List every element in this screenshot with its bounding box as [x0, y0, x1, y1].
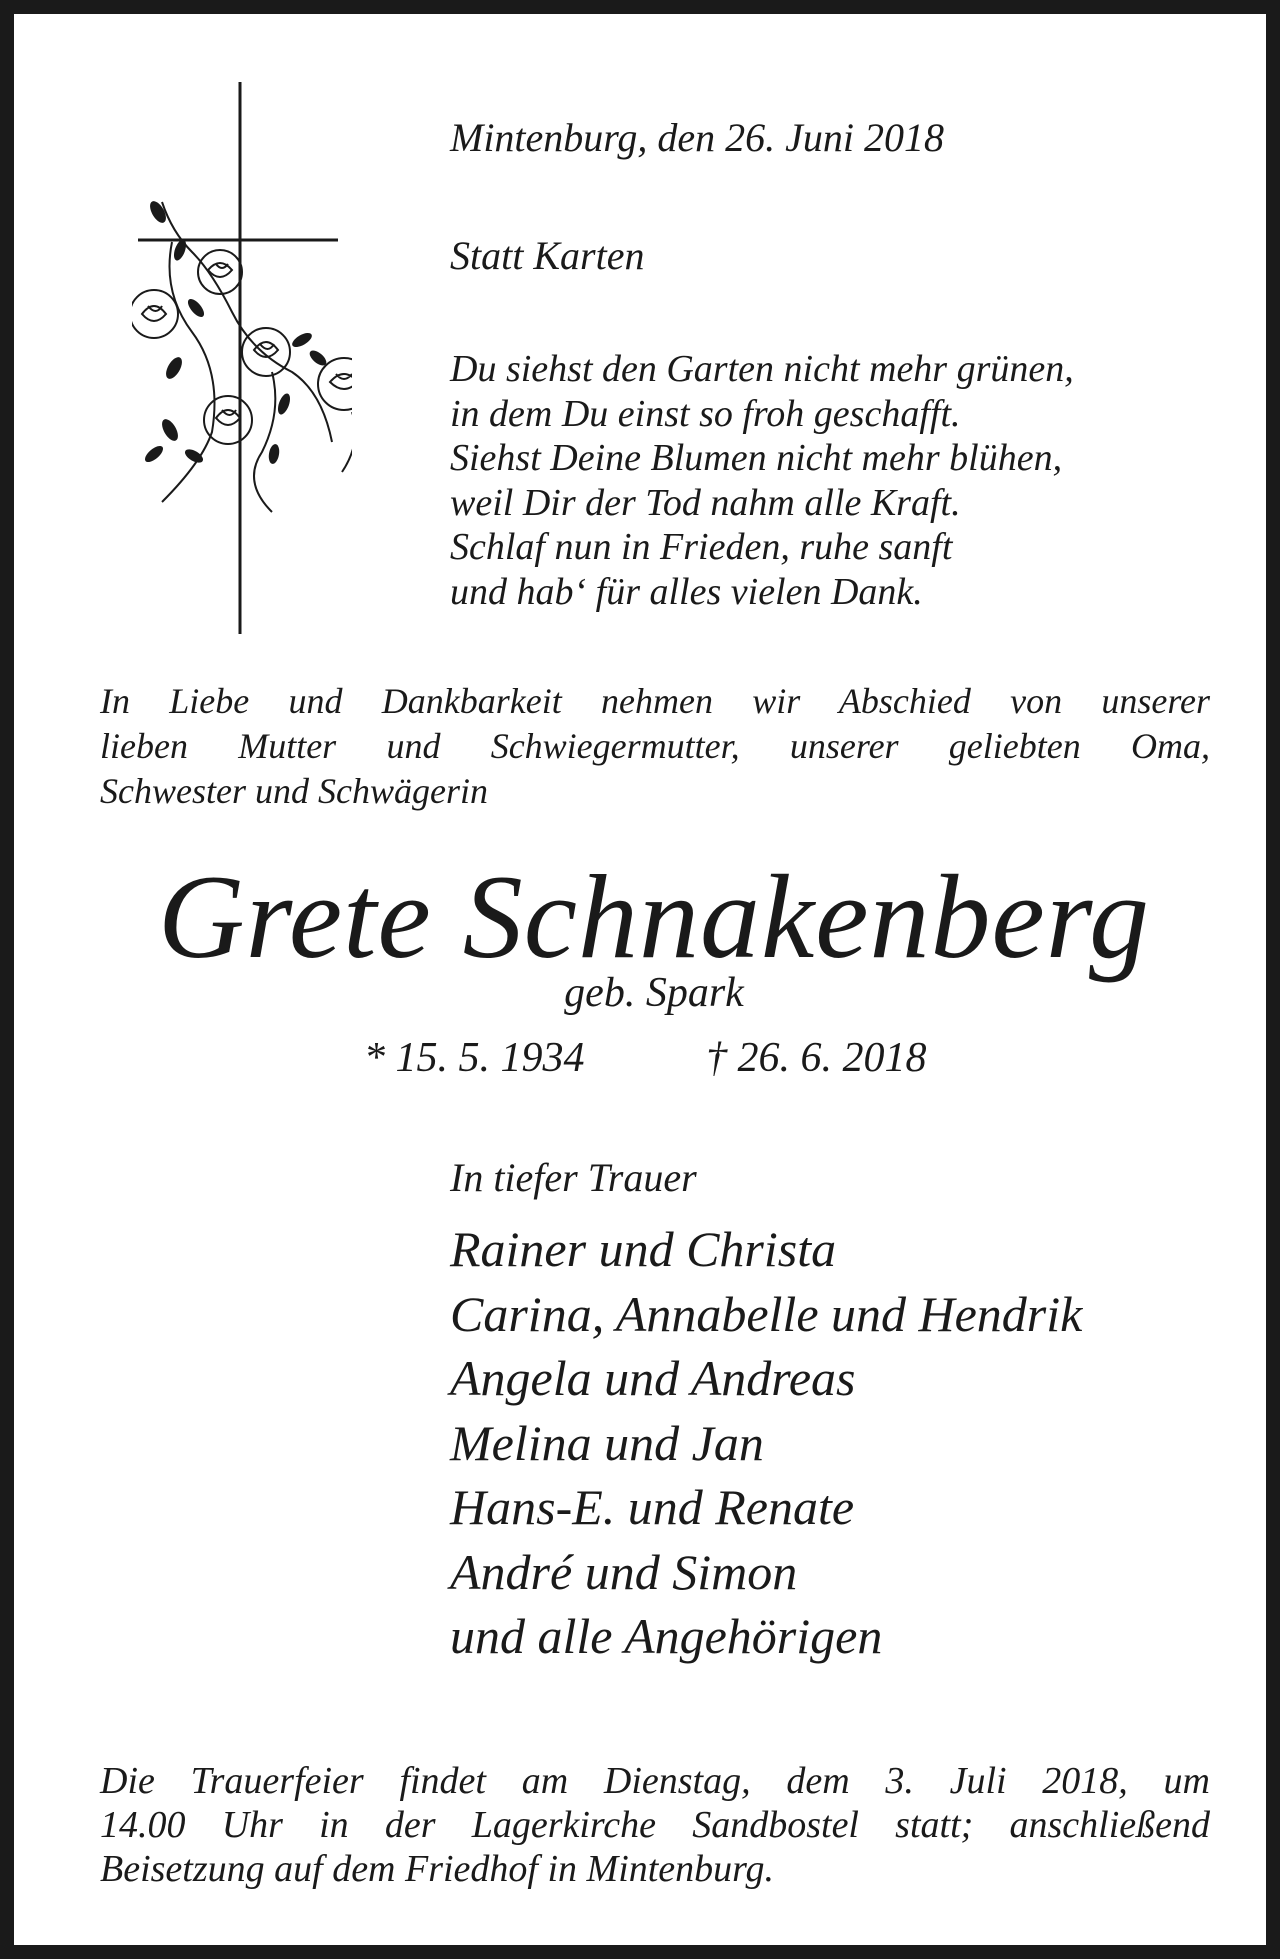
mourner-name: und alle Angehörigen	[450, 1608, 883, 1664]
poem-line: Du siehst den Garten nicht mehr grünen,	[450, 348, 1074, 390]
intro-line: lieben Mutter und Schwiegermutter, unserer geliebten Oma,	[100, 726, 1210, 766]
poem-line: in dem Du einst so froh geschafft.	[450, 392, 961, 435]
poem-line: weil Dir der Tod nahm alle Kraft.	[450, 481, 961, 524]
intro-line: In Liebe und Dankbarkeit nehmen wir Abschied von unserer	[100, 681, 1210, 721]
service-line: 14.00 Uhr in der Lagerkirche Sandbostel statt; anschließend	[100, 1804, 1210, 1846]
death-date: † 26. 6. 2018	[706, 1035, 927, 1081]
poem	[450, 347, 1074, 614]
service-line: Die Trauerfeier findet am Dienstag, dem 3. Juli 2018, um	[100, 1760, 1210, 1802]
mourner-name: Hans-E. und Renate	[450, 1479, 855, 1535]
poem-line: und hab‘ für alles vielen Dank.	[450, 570, 923, 613]
mourner-name: Rainer und Christa	[450, 1221, 837, 1277]
poem-line: Schlaf nun in Frieden, ruhe sanft	[450, 526, 953, 568]
birth-name: geb. Spark	[564, 970, 744, 1016]
cross-with-roses-icon	[132, 82, 352, 634]
poem-line: Siehst Deine Blumen nicht mehr blühen,	[450, 437, 1063, 479]
statt-karten-label: Statt Karten	[450, 233, 645, 278]
mourner-name: Angela und Andreas	[450, 1350, 856, 1406]
mourners-list	[450, 1217, 1082, 1669]
place-and-date: Mintenburg, den 26. Juni 2018	[450, 115, 945, 160]
service-line: Beisetzung auf dem Friedhof in Mintenburg.	[100, 1848, 775, 1890]
mourner-name: Melina und Jan	[450, 1414, 764, 1471]
deceased-name: Grete Schnakenberg	[157, 850, 1151, 983]
birth-date: * 15. 5. 1934	[364, 1035, 585, 1081]
mourners-heading: In tiefer Trauer	[450, 1155, 697, 1200]
mourner-name: André und Simon	[450, 1543, 798, 1600]
intro-line: Schwester und Schwägerin	[100, 771, 488, 811]
funeral-service-info	[100, 1759, 1210, 1891]
mourner-name: Carina, Annabelle und Hendrik	[450, 1285, 1083, 1342]
farewell-intro	[100, 679, 1210, 814]
